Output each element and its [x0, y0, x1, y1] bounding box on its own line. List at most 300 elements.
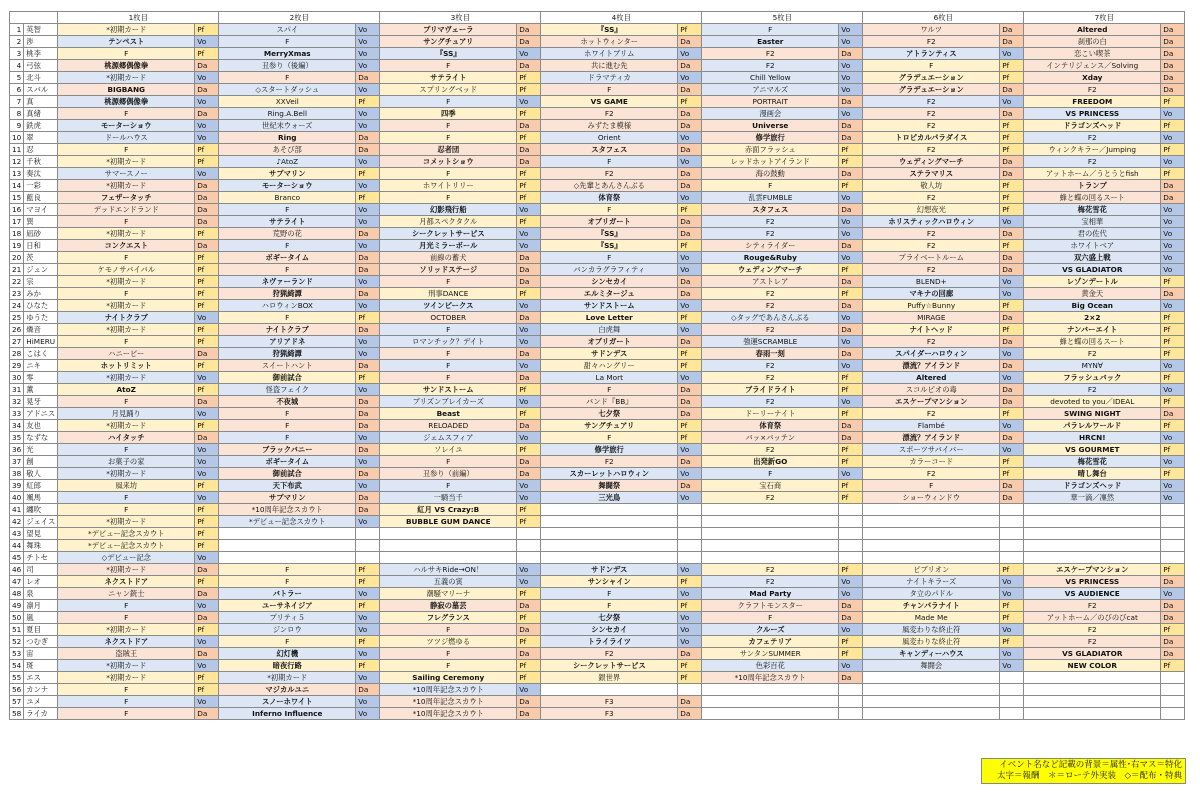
card-attribute: Pf [517, 288, 541, 300]
card-attribute: Vo [839, 468, 863, 480]
card-event: Ring.A.Bell [219, 108, 356, 120]
card-event: *初期カード [58, 24, 195, 36]
card-event: F3 [541, 708, 678, 720]
card-event: スタフェス [702, 204, 839, 216]
table-row [10, 696, 1185, 708]
card-event [1024, 672, 1161, 684]
card-attribute: Da [517, 144, 541, 156]
card-event: スパイダーハロウィン [863, 348, 1000, 360]
card-attribute: Da [1000, 228, 1024, 240]
card-event: 乱雲FUMBLE [702, 192, 839, 204]
card-attribute: Pf [195, 420, 219, 432]
card-event [1024, 552, 1161, 564]
card-attribute: Da [517, 456, 541, 468]
card-attribute: Pf [839, 144, 863, 156]
table-row [10, 84, 1185, 96]
card-event: Easter [702, 36, 839, 48]
card-attribute: Pf [1161, 420, 1185, 432]
card-attribute [517, 540, 541, 552]
card-attribute: Vo [839, 72, 863, 84]
card-attribute: Vo [1161, 384, 1185, 396]
card-attribute: Vo [678, 156, 702, 168]
card-event: 2×2 [1024, 312, 1161, 324]
card-attribute [839, 552, 863, 564]
card-event: 御前試合 [219, 468, 356, 480]
card-attribute: Pf [839, 156, 863, 168]
card-attribute: Pf [356, 576, 380, 588]
card-event: BLEND+ [863, 276, 1000, 288]
card-attribute: Da [678, 180, 702, 192]
card-attribute [356, 540, 380, 552]
card-event: パラレルワールド [1024, 420, 1161, 432]
card-attribute [839, 516, 863, 528]
card-event: F2 [702, 564, 839, 576]
card-attribute: Pf [517, 84, 541, 96]
card-event: F [219, 204, 356, 216]
card-attribute: Pf [1000, 636, 1024, 648]
row-number: 24 [10, 300, 24, 312]
card-attribute: Da [195, 432, 219, 444]
card-attribute: Vo [678, 264, 702, 276]
card-event: F2 [702, 444, 839, 456]
card-event: F [702, 468, 839, 480]
card-event: F2 [863, 96, 1000, 108]
card-attribute: Da [517, 60, 541, 72]
character-name: 一彩 [24, 180, 58, 192]
table-row [10, 336, 1185, 348]
card-attribute: Vo [195, 132, 219, 144]
card-event: F2 [702, 396, 839, 408]
card-attribute: Da [517, 264, 541, 276]
card-attribute: Pf [1000, 612, 1024, 624]
table-row [10, 36, 1185, 48]
card-event: Sailing Ceremony [380, 672, 517, 684]
card-event: 静寂の墓芸 [380, 600, 517, 612]
card-attribute [1161, 504, 1185, 516]
card-attribute [678, 552, 702, 564]
card-event: ◇デビュー記念 [58, 552, 195, 564]
character-name: ひなた [24, 300, 58, 312]
card-attribute: Vo [678, 564, 702, 576]
card-attribute: Vo [356, 384, 380, 396]
row-number: 58 [10, 708, 24, 720]
card-attribute [1000, 672, 1024, 684]
character-name: エス [24, 672, 58, 684]
card-event: F2 [702, 372, 839, 384]
card-event: F [219, 264, 356, 276]
card-attribute: Da [517, 420, 541, 432]
card-attribute: Vo [678, 372, 702, 384]
card-event: VS GAME [541, 96, 678, 108]
card-event: ホワイトリリー [380, 180, 517, 192]
card-event: ホットリミット [58, 360, 195, 372]
card-event: スカーレットハロウィン [541, 468, 678, 480]
card-attribute: Vo [195, 36, 219, 48]
card-event: HRCN! [1024, 432, 1161, 444]
row-number: 21 [10, 264, 24, 276]
card-event: 一騎当千 [380, 492, 517, 504]
card-event: F [380, 192, 517, 204]
legend-line-2: 太字＝報酬 ＊＝ローテ外実装 ◇＝配布・特典 [996, 771, 1182, 781]
card-event: F2 [1024, 84, 1161, 96]
card-attribute: Vo [517, 204, 541, 216]
card-attribute: Vo [356, 708, 380, 720]
row-number: 35 [10, 432, 24, 444]
row-number: 41 [10, 504, 24, 516]
character-name: 薫 [24, 384, 58, 396]
card-event: Universe [702, 120, 839, 132]
table-row [10, 432, 1185, 444]
row-number: 5 [10, 72, 24, 84]
card-attribute: Da [1161, 24, 1185, 36]
card-attribute: Da [1000, 84, 1024, 96]
card-event: Love Letter [541, 312, 678, 324]
card-event: F2 [863, 468, 1000, 480]
card-event: コメットショウ [380, 156, 517, 168]
card-attribute: Pf [1161, 168, 1185, 180]
card-event: 海の鼓動 [702, 168, 839, 180]
card-attribute: Vo [517, 48, 541, 60]
table-body [10, 24, 1185, 720]
card-event: ツインピークス [380, 300, 517, 312]
card-attribute: Vo [1000, 588, 1024, 600]
card-event: *初期カード [58, 228, 195, 240]
card-event: トロピカルパラダイス [863, 132, 1000, 144]
row-number: 14 [10, 180, 24, 192]
card-event: Xday [1024, 72, 1161, 84]
card-attribute: Da [678, 480, 702, 492]
table-row [10, 108, 1185, 120]
card-attribute: Da [517, 348, 541, 360]
card-attribute: Da [839, 168, 863, 180]
card-event: 双六盛上戦 [1024, 252, 1161, 264]
card-attribute [517, 528, 541, 540]
card-attribute: Pf [839, 456, 863, 468]
card-event: F2 [702, 492, 839, 504]
card-attribute: Pf [1161, 120, 1185, 132]
card-attribute: Pf [195, 504, 219, 516]
card-attribute [356, 528, 380, 540]
card-event: F [380, 360, 517, 372]
table-row [10, 72, 1185, 84]
row-number: 12 [10, 156, 24, 168]
card-event [1024, 516, 1161, 528]
card-event: F [58, 48, 195, 60]
card-attribute: Pf [517, 660, 541, 672]
card-attribute: Da [517, 372, 541, 384]
card-attribute: Da [839, 276, 863, 288]
card-attribute: Vo [1000, 420, 1024, 432]
card-attribute: Vo [1000, 348, 1024, 360]
character-name: 敬人 [24, 468, 58, 480]
card-event: F [541, 600, 678, 612]
card-attribute: Da [195, 240, 219, 252]
card-event: F [380, 456, 517, 468]
card-attribute: Da [356, 72, 380, 84]
character-name: 日和 [24, 240, 58, 252]
card-attribute [839, 696, 863, 708]
card-event: 晴し舞台 [1024, 468, 1161, 480]
character-name: 千秋 [24, 156, 58, 168]
card-attribute: Vo [356, 276, 380, 288]
card-attribute: Vo [839, 24, 863, 36]
card-event: F [219, 420, 356, 432]
table-row [10, 444, 1185, 456]
card-event: 丑参り（前編） [380, 468, 517, 480]
card-attribute: Pf [356, 564, 380, 576]
card-event: F [219, 36, 356, 48]
card-attribute [1000, 696, 1024, 708]
card-event: MIRAGE [863, 312, 1000, 324]
card-attribute [1000, 540, 1024, 552]
card-attribute: Vo [839, 396, 863, 408]
card-attribute: Vo [839, 252, 863, 264]
card-event: 月都スペクタクル [380, 216, 517, 228]
card-attribute: Vo [839, 660, 863, 672]
card-event: 恋こい喫茶 [1024, 48, 1161, 60]
card-event: 刑事DANCE [380, 288, 517, 300]
card-attribute: Pf [517, 516, 541, 528]
card-attribute: Vo [678, 132, 702, 144]
card-attribute: Da [195, 180, 219, 192]
table-row [10, 528, 1185, 540]
card-event: オプリガート [541, 216, 678, 228]
card-attribute: Da [356, 492, 380, 504]
card-event: 蜂と蝶の回るスート [1024, 336, 1161, 348]
card-attribute: Vo [517, 480, 541, 492]
card-event: サンドストーム [380, 384, 517, 396]
card-attribute: Pf [517, 192, 541, 204]
card-event: 世紀末ウォーズ [219, 120, 356, 132]
card-event: お菓子の家 [58, 456, 195, 468]
card-event: ナイトヘッド [863, 324, 1000, 336]
card-attribute: Pf [195, 480, 219, 492]
card-event: インテリジェンス／Solving [1024, 60, 1161, 72]
card-event: Mad Party [702, 588, 839, 600]
card-event: サングチュアリ [541, 420, 678, 432]
card-attribute: Vo [678, 636, 702, 648]
card-event [702, 684, 839, 696]
card-attribute: Vo [356, 204, 380, 216]
column-header: 3枚目 [380, 12, 541, 24]
card-attribute: Vo [1000, 372, 1024, 384]
card-attribute: Vo [356, 456, 380, 468]
card-event: バンカラグラフィティ [541, 264, 678, 276]
card-event: 『SS』 [541, 24, 678, 36]
card-event: 風変わりな終止符 [863, 636, 1000, 648]
card-attribute: Pf [678, 660, 702, 672]
card-event: 狩猟綺譚 [219, 288, 356, 300]
card-event: F [58, 144, 195, 156]
card-attribute: Pf [1000, 300, 1024, 312]
card-event [380, 528, 517, 540]
row-number: 47 [10, 576, 24, 588]
card-attribute: Da [356, 264, 380, 276]
card-event: アットホーム／うとうとfish [1024, 168, 1161, 180]
card-event: F [380, 648, 517, 660]
card-attribute: Vo [517, 300, 541, 312]
row-number: 19 [10, 240, 24, 252]
card-event: 暗夜行路 [219, 660, 356, 672]
card-attribute: Pf [517, 504, 541, 516]
card-event [1024, 528, 1161, 540]
card-event: RELOADED [380, 420, 517, 432]
card-attribute: Da [678, 108, 702, 120]
card-event: スイートハント [219, 360, 356, 372]
table-row [10, 300, 1185, 312]
row-number: 33 [10, 408, 24, 420]
card-attribute: Da [1161, 648, 1185, 660]
card-event: ブラックバニー [219, 444, 356, 456]
card-attribute: Vo [356, 516, 380, 528]
card-attribute: Da [1000, 264, 1024, 276]
card-attribute: Vo [839, 36, 863, 48]
card-event [1024, 540, 1161, 552]
card-attribute: Vo [839, 336, 863, 348]
card-attribute: Pf [517, 636, 541, 648]
row-number: 53 [10, 648, 24, 660]
card-attribute: Vo [356, 60, 380, 72]
row-number: 38 [10, 468, 24, 480]
card-attribute: Da [1000, 156, 1024, 168]
card-event: Puffy☆Bunny [863, 300, 1000, 312]
card-attribute: Da [839, 432, 863, 444]
card-attribute: Pf [1000, 600, 1024, 612]
card-event: F2 [863, 108, 1000, 120]
row-number: 10 [10, 132, 24, 144]
card-event: トランプ [1024, 180, 1161, 192]
card-attribute [1000, 708, 1024, 720]
card-event: クラフトモンスター [702, 600, 839, 612]
card-attribute [839, 540, 863, 552]
card-attribute: Da [517, 600, 541, 612]
row-number: 1 [10, 24, 24, 36]
card-event [863, 540, 1000, 552]
card-event: F2 [863, 240, 1000, 252]
card-event: スコルピオの毒 [863, 384, 1000, 396]
card-event: サプマリン [219, 492, 356, 504]
table-row [10, 372, 1185, 384]
card-event [863, 504, 1000, 516]
card-attribute: Da [839, 420, 863, 432]
character-name: 燐音 [24, 324, 58, 336]
card-event: 幻想夜光 [863, 204, 1000, 216]
card-attribute: Vo [1161, 108, 1185, 120]
card-attribute: Da [1161, 408, 1185, 420]
card-attribute: Da [517, 468, 541, 480]
row-number: 15 [10, 192, 24, 204]
table-row [10, 468, 1185, 480]
card-attribute: Pf [839, 264, 863, 276]
table-row [10, 360, 1185, 372]
card-attribute: Vo [517, 240, 541, 252]
row-number: 56 [10, 684, 24, 696]
card-event: 月光ミラーボール [380, 240, 517, 252]
card-attribute: Pf [195, 300, 219, 312]
card-event: *10周年記念スカウト [219, 504, 356, 516]
card-attribute [1000, 504, 1024, 516]
card-event: VS PRINCESS [1024, 108, 1161, 120]
card-event: プリティ５ [219, 612, 356, 624]
card-attribute: Pf [195, 228, 219, 240]
card-event: コンクエスト [58, 240, 195, 252]
card-event: シティライダー [702, 240, 839, 252]
card-attribute: Vo [195, 168, 219, 180]
card-event: *初期カード [58, 300, 195, 312]
card-event: ナイトクラブ [58, 312, 195, 324]
card-event: シークレットサービス [380, 228, 517, 240]
card-event: F [380, 660, 517, 672]
card-event: F [58, 444, 195, 456]
card-event: Beast [380, 408, 517, 420]
card-attribute: Da [839, 324, 863, 336]
card-event: *デビュー記念スカウト [219, 516, 356, 528]
card-attribute: Da [678, 216, 702, 228]
card-attribute: Da [195, 108, 219, 120]
card-event: ドラマティカ [541, 72, 678, 84]
card-attribute: Vo [517, 360, 541, 372]
card-attribute: Da [517, 696, 541, 708]
card-attribute: Pf [678, 600, 702, 612]
card-event: チャンパラナイト [863, 600, 1000, 612]
card-attribute: Da [678, 60, 702, 72]
card-event: F [58, 696, 195, 708]
card-event: 月見踊り [58, 408, 195, 420]
card-attribute: Vo [195, 372, 219, 384]
card-event: F2 [702, 576, 839, 588]
card-event: F [58, 288, 195, 300]
card-event: F [702, 612, 839, 624]
card-event: エスケープマンション [1024, 564, 1161, 576]
card-attribute: Vo [1161, 432, 1185, 444]
table-row [10, 600, 1185, 612]
card-event: ◇タッグであんさんぶる [702, 312, 839, 324]
table-row [10, 576, 1185, 588]
card-event [219, 540, 356, 552]
card-attribute: Vo [195, 696, 219, 708]
card-event: VS GLADIATOR [1024, 648, 1161, 660]
card-event: F [219, 72, 356, 84]
character-name: 真緒 [24, 108, 58, 120]
card-event: F [219, 636, 356, 648]
card-attribute: Pf [195, 528, 219, 540]
card-event: F [541, 252, 678, 264]
card-event: F [58, 108, 195, 120]
card-event: F [380, 168, 517, 180]
row-number: 48 [10, 588, 24, 600]
card-attribute: Pf [356, 312, 380, 324]
card-event: 白虎舞 [541, 324, 678, 336]
card-attribute: Pf [195, 324, 219, 336]
row-number: 30 [10, 372, 24, 384]
card-event: F [58, 216, 195, 228]
row-number: 8 [10, 108, 24, 120]
card-event: ホワイトブリム [541, 48, 678, 60]
card-attribute: Vo [356, 348, 380, 360]
card-event: 『SS』 [541, 228, 678, 240]
card-attribute: Vo [1000, 216, 1024, 228]
card-attribute: Pf [839, 480, 863, 492]
card-attribute: Da [839, 204, 863, 216]
card-attribute: Da [678, 408, 702, 420]
table-row [10, 348, 1185, 360]
character-name: ジェイス [24, 516, 58, 528]
card-event: ロマンチック？デイト [380, 336, 517, 348]
row-number: 51 [10, 624, 24, 636]
card-attribute: Da [517, 156, 541, 168]
table-row [10, 192, 1185, 204]
character-name: 夏目 [24, 624, 58, 636]
